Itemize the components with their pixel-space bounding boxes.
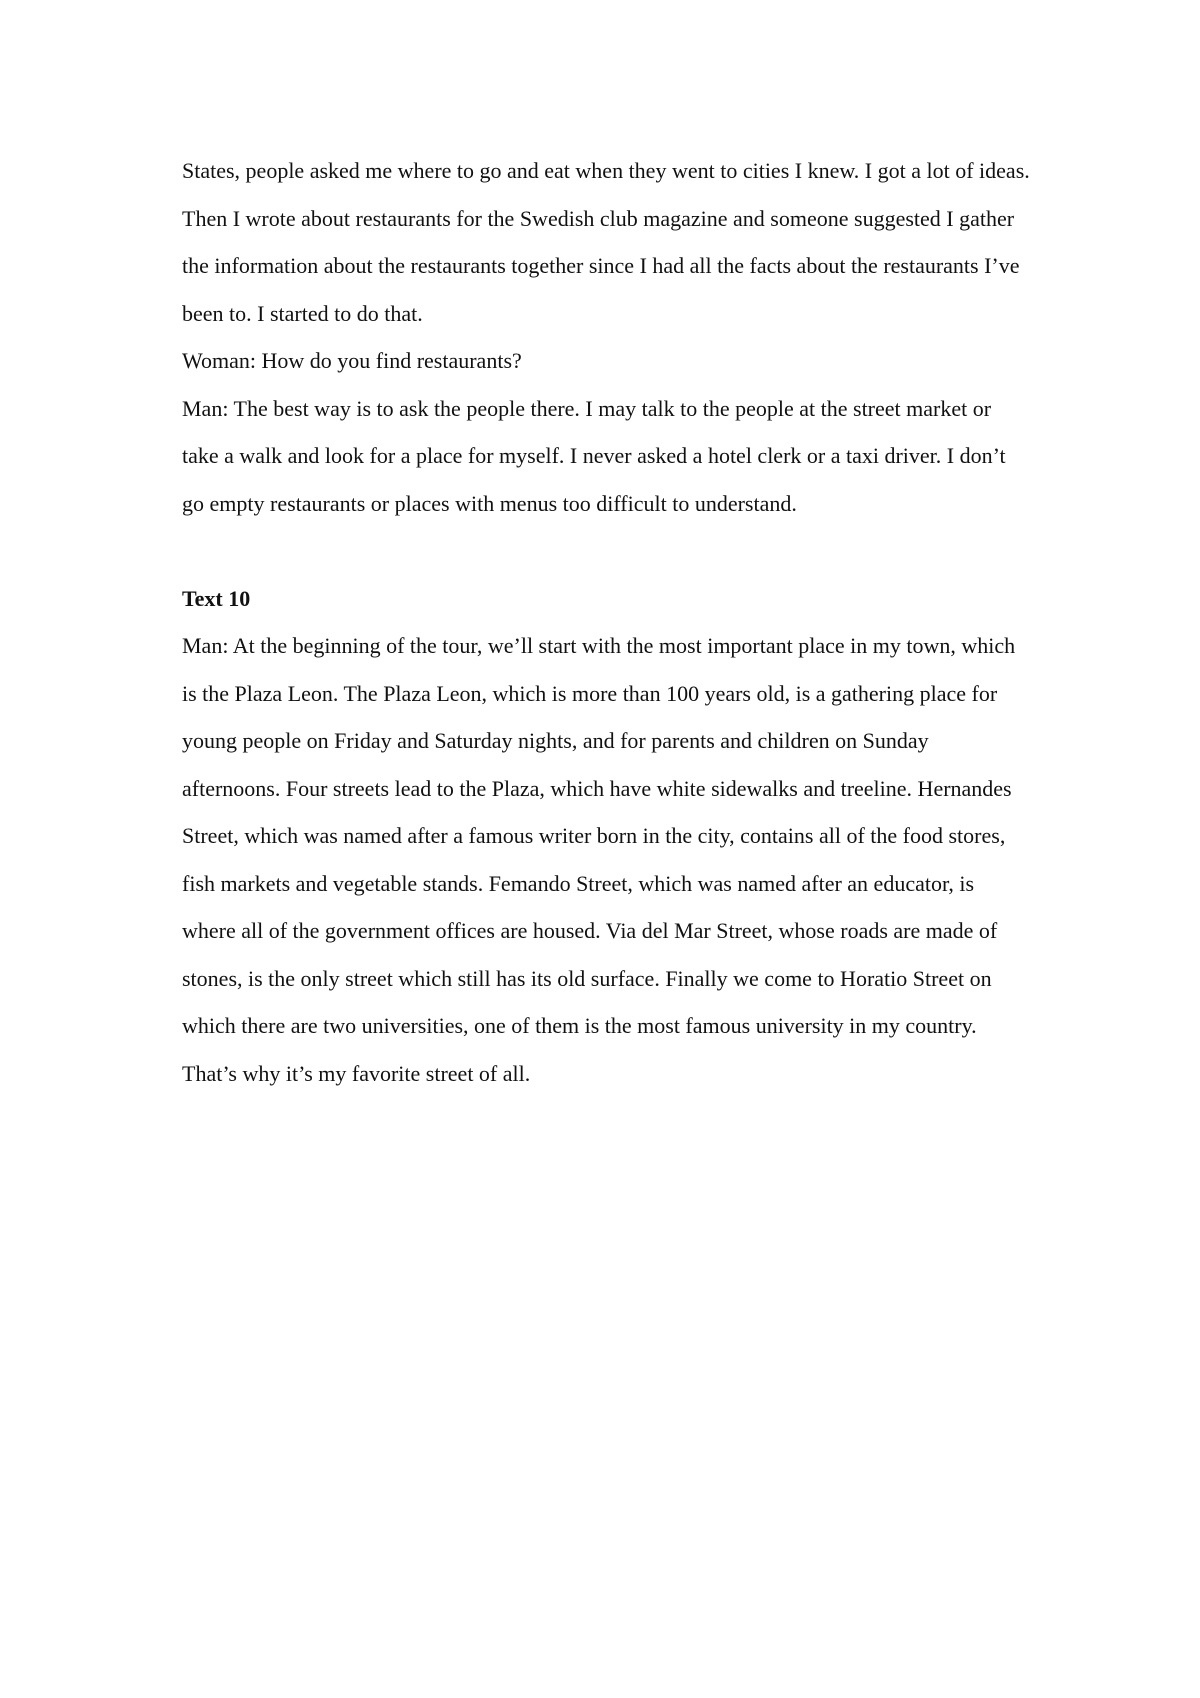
- document-body: [182, 147, 1032, 1097]
- paragraph-man-answer: Man: The best way is to ask the people there. I may talk to the people at the street market or take a walk and look for a place for myself. I never asked a hotel clerk or a taxi driver. I don’t go empty restaurants or places with menus too difficult to understand.: [182, 395, 1006, 516]
- section-heading: Text 10: [182, 585, 251, 611]
- paragraph-tour-description: Man: At the beginning of the tour, we’ll start with the most important place in my town, which is the Plaza Leon. The Plaza Leon, which is more than 100 years old, is a gathering place for young people on Friday and Saturday nights, and for parents and children on Sunday afternoons. Four streets lead to the Plaza, which have white sidewalks and treeline. Hernandes Street, which was named after a famous writer born in the city, contains all of the food stores, fish markets and vegetable stands. Femando Street, which was named after an educator, is where all of the government offices are housed. Via del Mar Street, whose roads are made of stones, is the only street which still has its old surface. Finally we come to Horatio Street on which there are two universities, one of them is the most famous university in my country. That’s why it’s my favorite street of all.: [182, 633, 1016, 1086]
- paragraph-restaurant-ideas: States, people asked me where to go and eat when they went to cities I knew. I got a lot of ideas. Then I wrote about restaurants for the Swedish club magazine and someone suggested I gather the information about the restaurants together since I had all the facts about the restaurants I’ve been to. I started to do that.: [182, 158, 1030, 326]
- paragraph-spacer: [182, 527, 1032, 575]
- paragraph-woman-question: Woman: How do you find restaurants?: [182, 348, 522, 373]
